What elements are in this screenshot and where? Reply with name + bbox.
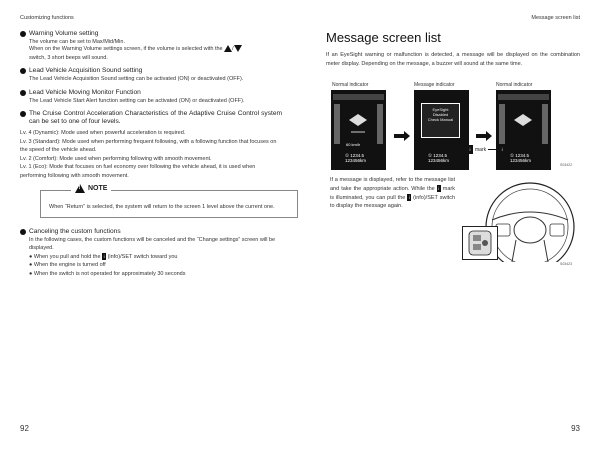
list-item: ● When the engine is turned off bbox=[29, 262, 106, 269]
figure-code-2: S03423 bbox=[560, 262, 573, 266]
note-tag: ! NOTE bbox=[71, 184, 111, 193]
warning-icon bbox=[75, 184, 85, 193]
switch-zoom-box bbox=[462, 226, 498, 260]
odometer-readout: ① 1234.5 123456km bbox=[345, 153, 367, 163]
meter-panel-message bbox=[414, 90, 469, 170]
bullet-icon bbox=[20, 68, 26, 74]
page-title: Message screen list bbox=[326, 30, 441, 45]
bullet-icon bbox=[20, 31, 26, 37]
page-number-left: 92 bbox=[20, 424, 29, 433]
section-text: The volume can be set to Max/Mid/Min. bbox=[29, 38, 125, 45]
list-item: ● When the switch is not operated for approximately 30 seconds bbox=[29, 270, 186, 277]
arrow-icon bbox=[476, 128, 492, 138]
arrow-icon bbox=[394, 128, 410, 138]
section-canceling: Canceling the custom functions In the following cases, the custom functions will be canceled and the “Change settings” screen will be displayed. ● When you pull and hold the i (info)/SET switch toward you ● When the engine is turned off ● When the switch is not operated for approximately 30 seconds bbox=[20, 228, 282, 278]
section-lead-acquisition: Lead Vehicle Acquisition Sound setting The Lead Vehicle Acquisition Sound setting can be activated (ON) or deactivated (OFF). bbox=[20, 67, 282, 83]
section-lead-moving: Lead Vehicle Moving Monitor Function The Lead Vehicle Start Alert function setting can be activated (ON) or deactivated (OFF). bbox=[20, 89, 282, 105]
label-message: Message indicator bbox=[414, 82, 455, 88]
list-item: ● When you pull and hold the i (info)/SET switch toward you bbox=[29, 253, 178, 260]
odometer-readout: ① 1234.5 123456km bbox=[510, 153, 532, 163]
intro-text: If an EyeSight warning or malfunction is detected, a message will be displayed on the combination meter display. Depending on the message, a buzzer will sound at the same time. bbox=[326, 52, 580, 67]
info-icon: i bbox=[467, 145, 473, 154]
odometer-readout: ① 1234.5 123456km bbox=[428, 153, 450, 163]
mark-callout: i mark i bbox=[467, 145, 504, 154]
meter-panel-normal-1 bbox=[331, 90, 386, 170]
section-title: Warning Volume setting bbox=[29, 30, 99, 37]
section-warning-volume: Warning Volume setting The volume can be set to Max/Mid/Min. When on the Warning Volume settings screen, if the volume is selected with the / switch, 3 short beeps will sound. bbox=[20, 30, 282, 62]
label-normal-2: Normal indicator bbox=[496, 82, 533, 88]
header-right: Message screen list bbox=[531, 15, 580, 21]
label-normal-1: Normal indicator bbox=[332, 82, 369, 88]
left-page bbox=[20, 30, 282, 283]
info-icon: i bbox=[438, 185, 440, 191]
right-page bbox=[326, 30, 580, 68]
header-left: Customizing functions bbox=[20, 15, 74, 21]
meter-panel-normal-2 bbox=[496, 90, 551, 170]
speed-readout: 60 km/h bbox=[346, 142, 361, 147]
note-box: ! NOTE When “Return” is selected, the system will return to the screen 1 level above the current one. bbox=[40, 190, 298, 218]
bullet-icon bbox=[20, 229, 26, 235]
bullet-icon bbox=[20, 90, 26, 96]
switch-icon bbox=[463, 227, 497, 259]
info-icon: i bbox=[501, 147, 503, 152]
section-cruise-acceleration: The Cruise Control Acceleration Characteristics of the Adaptive Cruise Control system can be set to one of four levels. Lv. 4 (Dynamic): Mode used when powerful acceleration is required. Lv. 3 (Standard): Mode used when performing frequent following, with a following function that focuses on the speed of the vehicle ahead. Lv. 2 (Comfort): Mode used when performing following with smooth movement. Lv. 1 (Eco): Mode that focuses on fuel economy over following the vehicle ahead, it is used when performing following with smooth movement. bbox=[20, 110, 282, 179]
figure-code-1: S03422 bbox=[560, 163, 573, 167]
body-text: If a message is displayed, refer to the message list and take the appropriate action. While the i mark is illuminated, you can pull the i (info)/SET switch to display the message again. bbox=[330, 177, 456, 210]
message-popup: EyeSight Disabled Check Manual bbox=[421, 103, 460, 138]
page-number-right: 93 bbox=[571, 424, 580, 433]
triangle-up-icon bbox=[224, 45, 232, 52]
info-icon: i bbox=[408, 194, 410, 200]
bullet-icon bbox=[20, 111, 26, 117]
info-icon: i bbox=[103, 253, 105, 259]
triangle-down-icon bbox=[234, 45, 242, 52]
